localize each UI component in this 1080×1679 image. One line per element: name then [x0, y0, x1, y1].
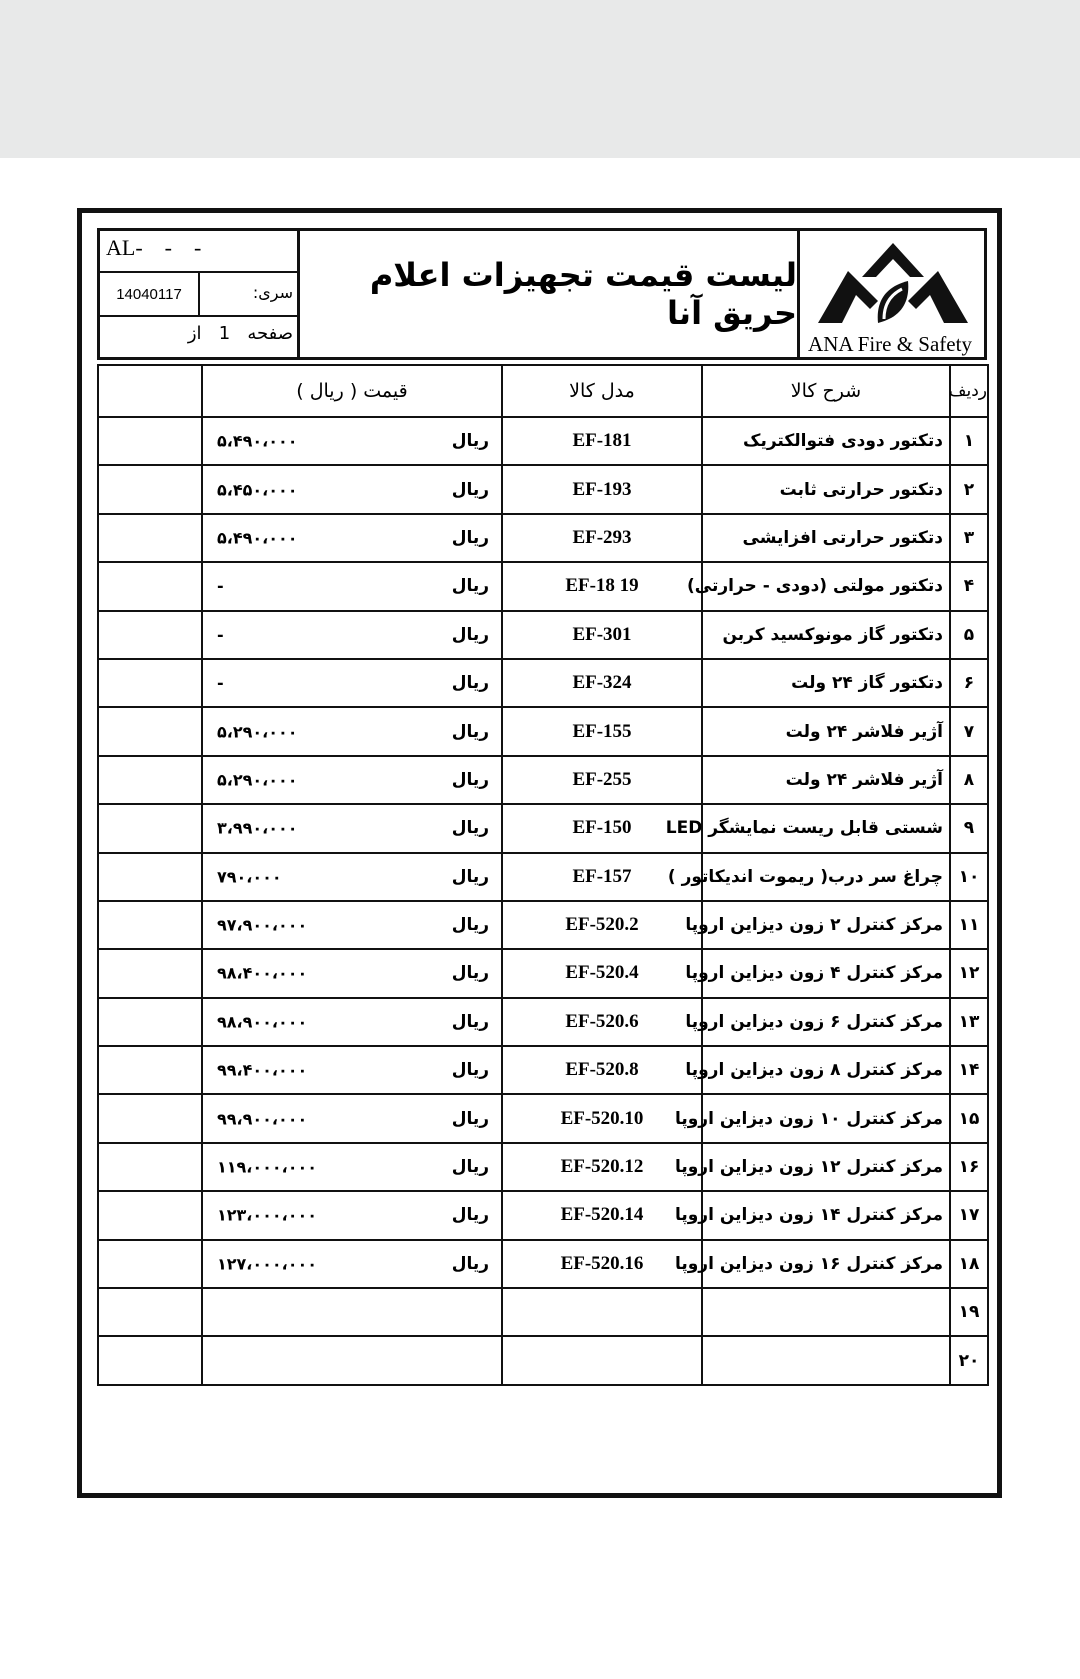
- row-model: EF-520.4: [502, 949, 702, 997]
- row-price-cell: [202, 756, 502, 804]
- row-description: دتکتور حرارتی افزایشی: [702, 514, 950, 562]
- page-title: لیست قیمت تجهیزات اعلام حریق آنا: [369, 256, 797, 332]
- row-currency: ریال: [451, 1253, 489, 1274]
- row-price: ۵،۴۹۰،۰۰۰: [217, 431, 298, 451]
- brand-name: ANA Fire & Safety: [808, 332, 972, 356]
- table-row: [98, 1046, 988, 1094]
- row-index: ۴: [950, 562, 988, 610]
- table-row: [98, 1240, 988, 1288]
- row-price: ۹۷،۹۰۰،۰۰۰: [217, 915, 308, 935]
- row-currency: ریال: [451, 769, 489, 790]
- table-row: [98, 1191, 988, 1239]
- row-index: ۱۰: [950, 853, 988, 901]
- row-description: مرکز کنترل ۸ زون دیزاین اروپا: [702, 1046, 950, 1094]
- row-description: دتکتور حرارتی ثابت: [702, 465, 950, 513]
- row-extra-cell: [98, 707, 202, 755]
- row-price: ۵،۲۹۰،۰۰۰: [217, 770, 298, 790]
- row-model: [502, 1288, 702, 1336]
- row-model: EF-520.16: [502, 1240, 702, 1288]
- table-row: [98, 1143, 988, 1191]
- row-index: ۶: [950, 659, 988, 707]
- row-description: مرکز کنترل ۱۴ زون دیزاین اروپا: [702, 1191, 950, 1239]
- row-price: ۵،۴۵۰،۰۰۰: [217, 480, 298, 500]
- document-header: [97, 228, 987, 360]
- row-description: مرکز کنترل ۱۲ زون دیزاین اروپا: [702, 1143, 950, 1191]
- row-extra-cell: [98, 1191, 202, 1239]
- row-model: EF-520.12: [502, 1143, 702, 1191]
- row-extra-cell: [98, 1240, 202, 1288]
- table-row: [98, 707, 988, 755]
- row-description: آژیر فلاشر ۲۴ ولت: [702, 756, 950, 804]
- column-header-price: قیمت ( ریال ): [202, 365, 502, 417]
- row-description: مرکز کنترل ۶ زون دیزاین اروپا: [702, 998, 950, 1046]
- row-index: ۱۶: [950, 1143, 988, 1191]
- row-model: EF-18 19: [502, 562, 702, 610]
- row-price-cell: [202, 514, 502, 562]
- row-index: ۱۳: [950, 998, 988, 1046]
- row-price-cell: [202, 707, 502, 755]
- row-price-cell: [202, 853, 502, 901]
- row-index: ۱۵: [950, 1094, 988, 1142]
- series-label: سری:: [252, 283, 293, 302]
- table-row: [98, 949, 988, 997]
- row-currency: ریال: [451, 963, 489, 984]
- row-model: EF-520.2: [502, 901, 702, 949]
- row-currency: ریال: [451, 479, 489, 500]
- row-index: ۲: [950, 465, 988, 513]
- table-header-row: [98, 365, 988, 417]
- table-row: [98, 804, 988, 852]
- row-description: چراغ سر درب( ریموت اندیکاتور ): [702, 853, 950, 901]
- row-model: EF-155: [502, 707, 702, 755]
- row-price-cell: [202, 998, 502, 1046]
- row-model: EF-181: [502, 417, 702, 465]
- row-index: ۱۴: [950, 1046, 988, 1094]
- row-price-cell: [202, 1094, 502, 1142]
- page-row: [100, 317, 297, 357]
- row-index: ۱۹: [950, 1288, 988, 1336]
- row-extra-cell: [98, 756, 202, 804]
- column-header-description: شرح کالا: [702, 365, 950, 417]
- row-description: [702, 1336, 950, 1384]
- row-price: ۷۹۰،۰۰۰: [217, 867, 282, 887]
- table-row: [98, 853, 988, 901]
- code-row: [100, 231, 297, 273]
- row-model: EF-157: [502, 853, 702, 901]
- column-header-model: مدل کالا: [502, 365, 702, 417]
- row-extra-cell: [98, 465, 202, 513]
- row-extra-cell: [98, 1288, 202, 1336]
- row-model: [502, 1336, 702, 1384]
- row-price-cell: [202, 949, 502, 997]
- row-price-cell: [202, 417, 502, 465]
- row-price: ۱۲۳،۰۰۰،۰۰۰: [217, 1205, 318, 1225]
- row-model: EF-520.14: [502, 1191, 702, 1239]
- row-description: شستی قابل ریست نمایشگر LED: [702, 804, 950, 852]
- table-row: [98, 514, 988, 562]
- row-extra-cell: [98, 998, 202, 1046]
- price-table: [97, 364, 989, 1386]
- table-row: [98, 901, 988, 949]
- document-date: 14040117: [100, 273, 200, 315]
- row-price: ۵،۲۹۰،۰۰۰: [217, 722, 298, 742]
- row-price-cell: [202, 659, 502, 707]
- document-info-box: [100, 231, 300, 357]
- page-number-label: صفحه 1 از: [187, 323, 293, 344]
- row-currency: ریال: [451, 915, 489, 936]
- row-currency: ریال: [451, 1108, 489, 1129]
- row-index: ۱۲: [950, 949, 988, 997]
- row-model: EF-255: [502, 756, 702, 804]
- row-model: EF-520.8: [502, 1046, 702, 1094]
- row-currency: ریال: [451, 1060, 489, 1081]
- table-row: [98, 1094, 988, 1142]
- row-index: ۱۷: [950, 1191, 988, 1239]
- row-price-cell: [202, 1046, 502, 1094]
- row-currency: ریال: [451, 721, 489, 742]
- row-model: EF-193: [502, 465, 702, 513]
- row-extra-cell: [98, 1143, 202, 1191]
- row-description: آژیر فلاشر ۲۴ ولت: [702, 707, 950, 755]
- row-currency: ریال: [451, 818, 489, 839]
- row-price-cell: [202, 1336, 502, 1384]
- row-extra-cell: [98, 611, 202, 659]
- row-currency: ریال: [451, 624, 489, 645]
- logo-box: [797, 231, 984, 357]
- row-description: مرکز کنترل ۲ زون دیزاین اروپا: [702, 901, 950, 949]
- column-header-extra: [98, 365, 202, 417]
- row-index: ۱: [950, 417, 988, 465]
- row-description: [702, 1288, 950, 1336]
- row-price-cell: [202, 562, 502, 610]
- row-description: مرکز کنترل ۱۶ زون دیزاین اروپا: [702, 1240, 950, 1288]
- row-index: ۷: [950, 707, 988, 755]
- row-extra-cell: [98, 562, 202, 610]
- series-row: [100, 273, 297, 317]
- row-index: ۳: [950, 514, 988, 562]
- row-extra-cell: [98, 659, 202, 707]
- row-model: EF-150: [502, 804, 702, 852]
- row-price-cell: [202, 1191, 502, 1239]
- row-extra-cell: [98, 901, 202, 949]
- row-model: EF-301: [502, 611, 702, 659]
- row-price: ۹۸،۴۰۰،۰۰۰: [217, 963, 308, 983]
- row-price-cell: [202, 1240, 502, 1288]
- column-header-index: ردیف: [950, 365, 988, 417]
- row-model: EF-293: [502, 514, 702, 562]
- row-index: ۱۸: [950, 1240, 988, 1288]
- top-gray-band: [0, 0, 1080, 158]
- table-row: [98, 562, 988, 610]
- table-row: [98, 659, 988, 707]
- row-extra-cell: [98, 1046, 202, 1094]
- row-extra-cell: [98, 949, 202, 997]
- row-price: ۹۹،۹۰۰،۰۰۰: [217, 1109, 308, 1129]
- row-price: -: [217, 625, 224, 645]
- row-extra-cell: [98, 514, 202, 562]
- row-extra-cell: [98, 804, 202, 852]
- row-model: EF-520.6: [502, 998, 702, 1046]
- table-row: [98, 417, 988, 465]
- row-price: ۱۱۹،۰۰۰،۰۰۰: [217, 1157, 318, 1177]
- row-price-cell: [202, 465, 502, 513]
- row-price-cell: [202, 611, 502, 659]
- row-price: ۱۲۷،۰۰۰،۰۰۰: [217, 1254, 318, 1274]
- row-price-cell: [202, 804, 502, 852]
- row-index: ۸: [950, 756, 988, 804]
- table-row: [98, 465, 988, 513]
- table-row: [98, 1336, 988, 1384]
- row-currency: ریال: [451, 576, 489, 597]
- row-price: -: [217, 673, 224, 693]
- row-index: ۱۱: [950, 901, 988, 949]
- table-row: [98, 756, 988, 804]
- row-model: EF-324: [502, 659, 702, 707]
- row-extra-cell: [98, 417, 202, 465]
- row-index: ۵: [950, 611, 988, 659]
- row-currency: ریال: [451, 431, 489, 452]
- row-index: ۹: [950, 804, 988, 852]
- row-description: دتکتور دودی فتوالکتریک: [702, 417, 950, 465]
- row-currency: ریال: [451, 527, 489, 548]
- row-extra-cell: [98, 1094, 202, 1142]
- row-price: ۹۸،۹۰۰،۰۰۰: [217, 1012, 308, 1032]
- row-description: دتکتور گاز مونوکسید کربن: [702, 611, 950, 659]
- row-model: EF-520.10: [502, 1094, 702, 1142]
- ana-logo-icon: [818, 239, 968, 331]
- row-price: ۵،۴۹۰،۰۰۰: [217, 528, 298, 548]
- row-price: ۳،۹۹۰،۰۰۰: [217, 818, 298, 838]
- row-description: مرکز کنترل ۱۰ زون دیزاین اروپا: [702, 1094, 950, 1142]
- row-description: دتکتور گاز ۲۴ ولت: [702, 659, 950, 707]
- row-description: مرکز کنترل ۴ زون دیزاین اروپا: [702, 949, 950, 997]
- row-currency: ریال: [451, 1157, 489, 1178]
- document-code: AL- - -: [106, 235, 202, 260]
- table-row: [98, 611, 988, 659]
- row-price-cell: [202, 1288, 502, 1336]
- table-row: [98, 998, 988, 1046]
- row-currency: ریال: [451, 673, 489, 694]
- row-currency: ریال: [451, 1011, 489, 1032]
- row-price-cell: [202, 1143, 502, 1191]
- table-row: [98, 1288, 988, 1336]
- row-price-cell: [202, 901, 502, 949]
- row-price: -: [217, 576, 224, 596]
- row-extra-cell: [98, 1336, 202, 1384]
- row-index: ۲۰: [950, 1336, 988, 1384]
- row-description: دتکتور مولتی (دودی - حرارتی): [702, 562, 950, 610]
- row-currency: ریال: [451, 866, 489, 887]
- row-extra-cell: [98, 853, 202, 901]
- row-price: ۹۹،۴۰۰،۰۰۰: [217, 1060, 308, 1080]
- row-currency: ریال: [451, 1205, 489, 1226]
